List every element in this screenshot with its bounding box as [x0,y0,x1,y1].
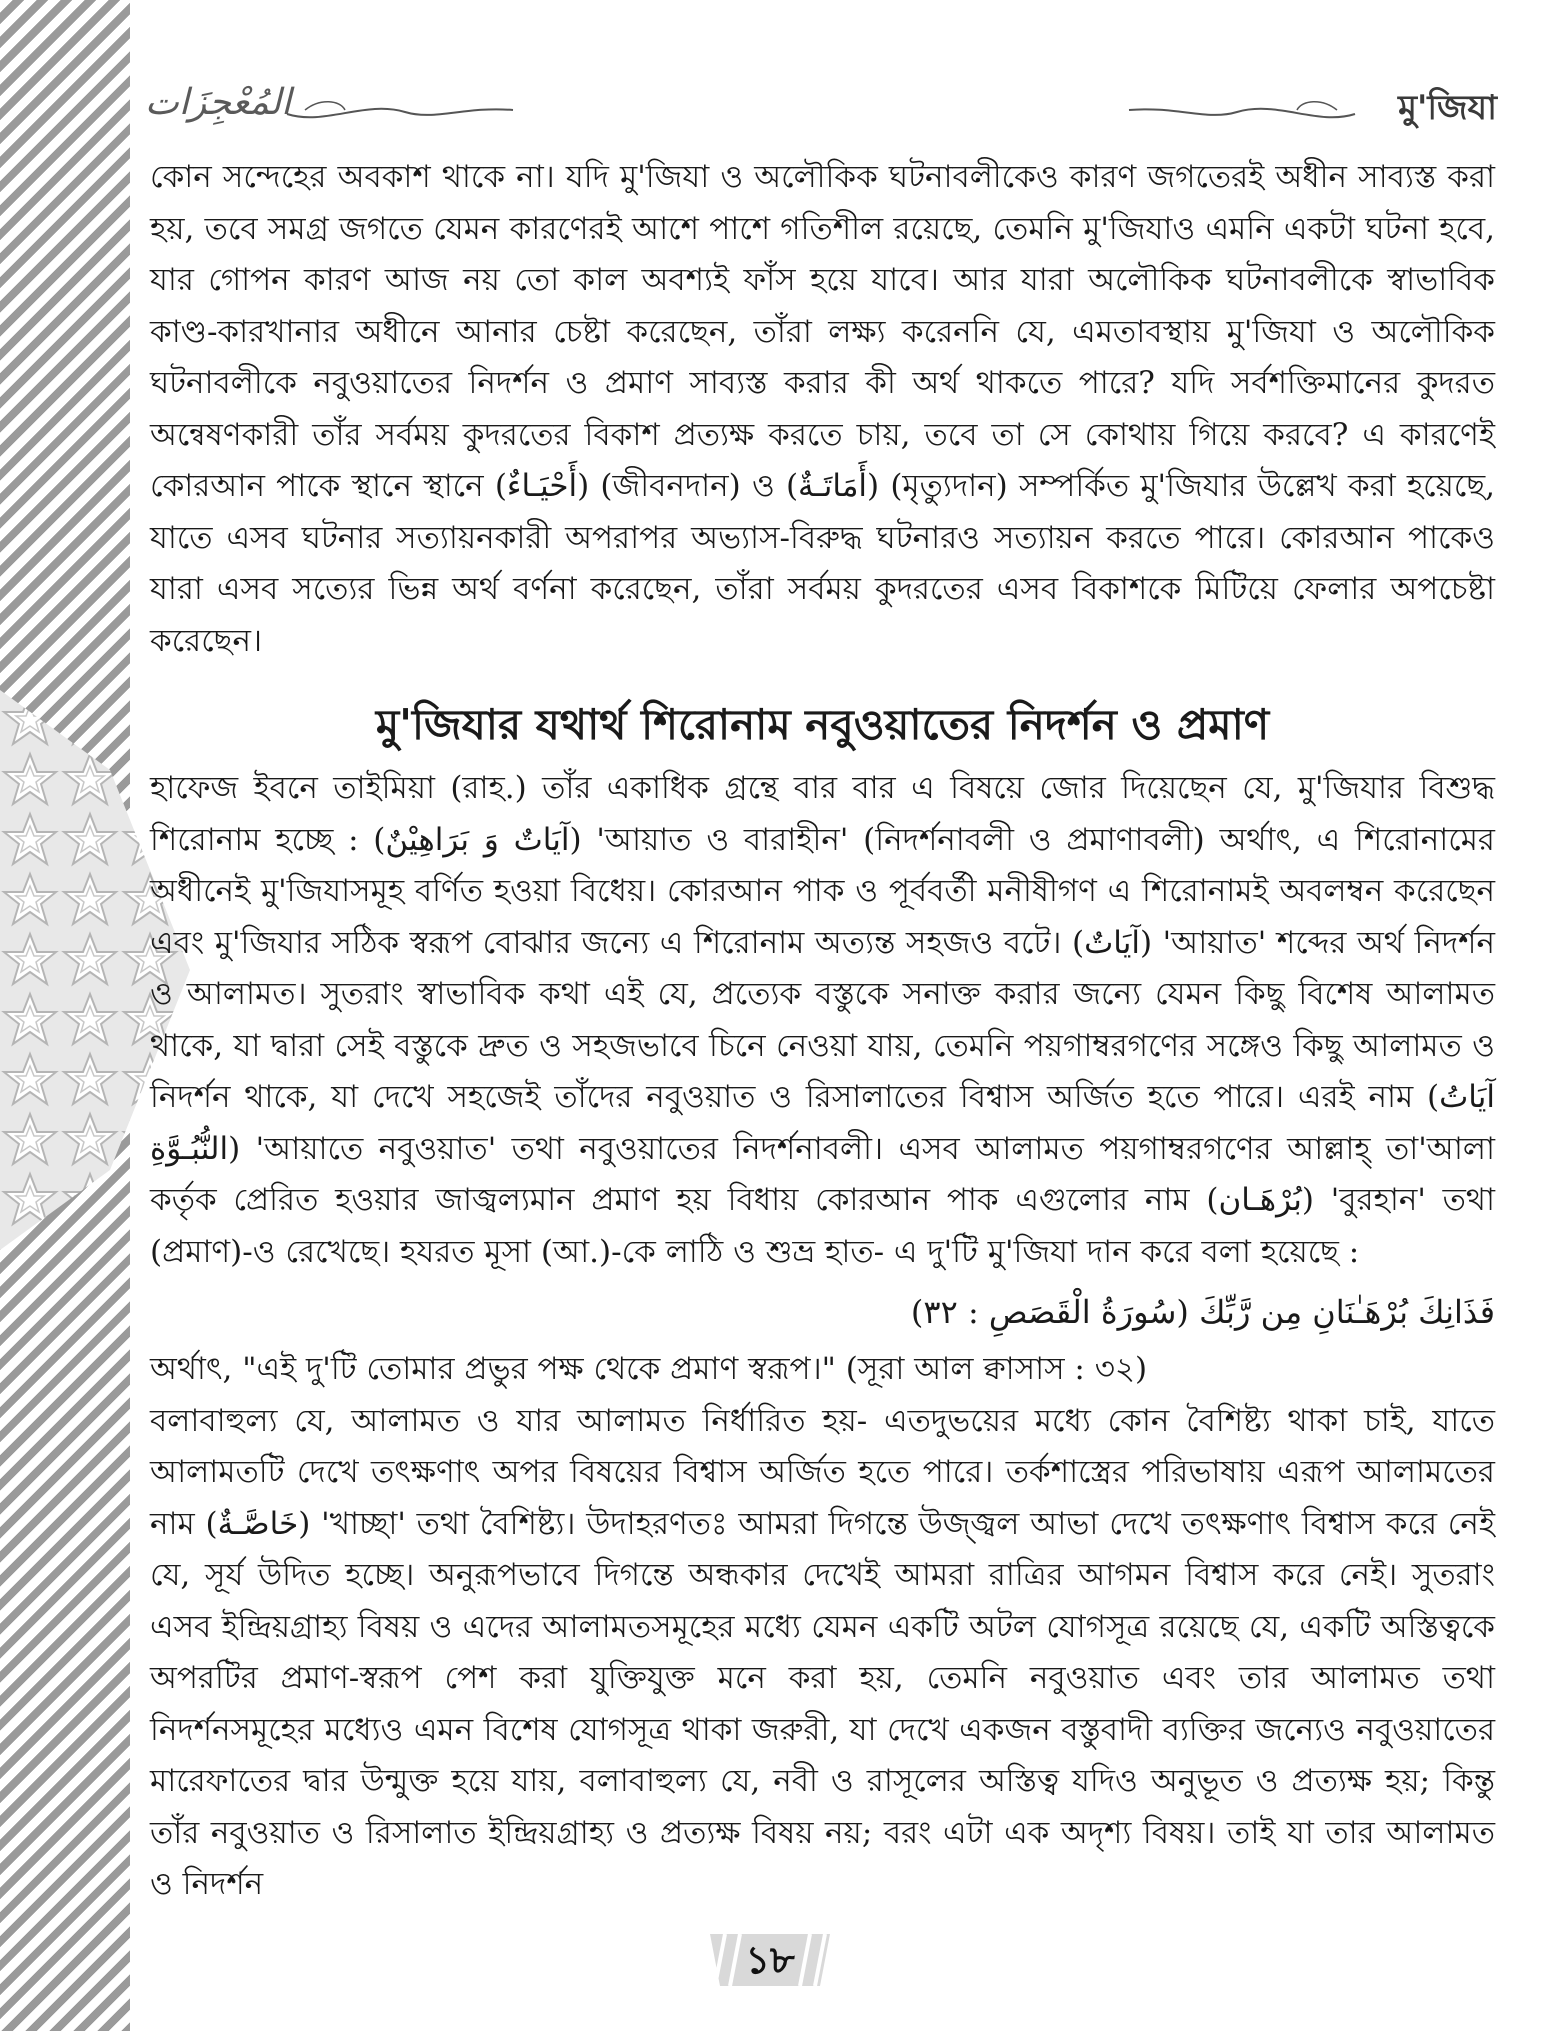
header-ornament-left-icon [285,96,515,126]
paragraph-3: বলাবাহুল্য যে, আলামত ও যার আলামত নির্ধারিত হয়- এতদুভয়ের মধ্যে কোন বৈশিষ্ট্য থাকা চাই, যাতে আলামতটি দেখে তৎক্ষণাৎ অপর বিষয়ের বিশ্বাস অর্জিত হতে পারে। তর্কশাস্ত্রের পরিভাষায় এরূপ আলামতের নাম (خَاصَّـةٌ) 'খাচ্ছা' তথা বৈশিষ্ট্য। উদাহরণতঃ আমরা দিগন্তে উজ্জ্বল আভা দেখে তৎক্ষণাৎ বিশ্বাস করে নেই যে, সূর্য উদিত হচ্ছে। অনুরূপভাবে দিগন্তে অন্ধকার দেখেই আমরা রাত্রির আগমন বিশ্বাস করে নেই। সুতরাং এসব ইন্দ্রিয়গ্রাহ্য বিষয় ও এদের আলামতসমূহের মধ্যে যেমন একটি অটল যোগসূত্র রয়েছে যে, একটি অস্তিত্বকে অপরটির প্রমাণ-স্বরূপ পেশ করা যুক্তিযুক্ত মনে করা হয়, তেমনি নবুওয়াত এবং তার আলামত তথা নিদর্শনসমূহের মধ্যেও এমন বিশেষ যোগসূত্র থাকা জরুরী, যা দেখে একজন বস্তুবাদী ব্যক্তির জন্যেও নবুওয়াতের মারেফাতের দ্বার উন্মুক্ত হয়ে যায়, বলাবাহুল্য যে, নবী ও রাসূলের অস্তিত্ব যদিও অনুভূত ও প্রত্যক্ষ হয়; কিন্তু তাঁর নবুওয়াত ও রিসালাত ইন্দ্রিয়গ্রাহ্য ও প্রত্যক্ষ বিষয় নয়; বরং এটা এক অদৃশ্য বিষয়। তাই যা তার আলামত ও নিদর্শন [150,1402,1495,1902]
ayah-translation: অর্থাৎ, "এই দু'টি তোমার প্রভুর পক্ষ থেকে প্রমাণ স্বরূপ।" (সূরা আল ক্বাসাস : ৩২) [150,1351,1148,1387]
header-bengali-title: মু'জিযা [1398,88,1497,128]
page-footer [700,1928,840,1992]
quran-ayah: فَذَانِكَ بُرْهَـٰنَانِ مِن رَّبِّكَ (سُورَةُ الْقَصَصِ : ٣٢) [910,1293,1495,1331]
page-body [150,152,1495,1911]
paragraph-1: কোন সন্দেহের অবকাশ থাকে না। যদি মু'জিযা ও অলৌকিক ঘটনাবলীকেও কারণ জগতেরই অধীন সাব্যস্ত করা হয়, তবে সমগ্র জগতে যেমন কারণেরই আশে পাশে গতিশীল রয়েছে, তেমনি মু'জিযাও এমনি একটা ঘটনা হবে, যার গোপন কারণ আজ নয় তো কাল অবশ্যই ফাঁস হয়ে যাবে। আর যারা অলৌকিক ঘটনাবলীকে স্বাভাবিক কাণ্ড-কারখানার অধীনে আনার চেষ্টা করেছেন, তাঁরা লক্ষ্য করেননি যে, এমতাবস্থায় মু'জিযা ও অলৌকিক ঘটনাবলীকে নবুওয়াতের নিদর্শন ও প্রমাণ সাব্যস্ত করার কী অর্থ থাকতে পারে? যদি সর্বশক্তিমানের কুদরত অন্বেষণকারী তাঁর সর্বময় কুদরতের বিকাশ প্রত্যক্ষ করতে চায়, তবে তা সে কোথায় গিয়ে করবে? এ কারণেই কোরআন পাকে স্থানে স্থানে (أَحْيَـاءٌ) (জীবনদান) ও (أَمَاتَـةٌ) (মৃত্যুদান) সম্পর্কিত মু'জিযার উল্লেখ করা হয়েছে, যাতে এসব ঘটনার সত্যায়নকারী অপরাপর অভ্যাস-বিরুদ্ধ ঘটনারও সত্যায়ন করতে পারে। কোরআন পাকেও যারা এসব সত্যের ভিন্ন অর্থ বর্ণনা করেছেন, তাঁরা সর্বময় কুদরতের এসব বিকাশকে মিটিয়ে ফেলার অপচেষ্টা করেছেন। [150,159,1495,659]
header-arabic-title: المُعْجِزَات [145,82,292,123]
page-number: ১৮ [745,1937,795,1982]
section-heading: মু'জিযার যথার্থ শিরোনাম নবুওয়াতের নিদর্শন ও প্রমাণ [375,700,1270,749]
header-ornament-right-icon [1127,96,1357,126]
page-header [145,82,1497,142]
paragraph-2: হাফেজ ইবনে তাইমিয়া (রাহ.) তাঁর একাধিক গ্রন্থে বার বার এ বিষয়ে জোর দিয়েছেন যে, মু'জিযার বিশুদ্ধ শিরোনাম হচ্ছে : (آيَاتٌ وَ بَرَاهِيْنٌ) 'আয়াত ও বারাহীন' (নিদর্শনাবলী ও প্রমাণাবলী) অর্থাৎ, এ শিরোনামের অধীনেই মু'জিযাসমূহ বর্ণিত হওয়া বিধেয়। কোরআন পাক ও পূর্ববর্তী মনীষীগণ এ শিরোনামই অবলম্বন করেছেন এবং মু'জিযার সঠিক স্বরূপ বোঝার জন্যে এ শিরোনাম অত্যন্ত সহজও বটে। (آيَاتٌ) 'আয়াত' শব্দের অর্থ নিদর্শন ও আলামত। সুতরাং স্বাভাবিক কথা এই যে, প্রত্যেক বস্তুকে সনাক্ত করার জন্যে যেমন কিছু বিশেষ আলামত থাকে, যা দ্বারা সেই বস্তুকে দ্রুত ও সহজভাবে চিনে নেওয়া যায়, তেমনি পয়গাম্বরগণের সঙ্গেও কিছু আলামত ও নিদর্শন থাকে, যা দেখে সহজেই তাঁদের নবুওয়াত ও রিসালাতের বিশ্বাস অর্জিত হতে পারে। এরই নাম (آيَاتُ النُّبُـوَّةِ) 'আয়াতে নবুওয়াত' তথা নবুওয়াতের নিদর্শনাবলী। এসব আলামত পয়গাম্বরগণের আল্লাহ্ তা'আলা কর্তৃক প্রেরিত হওয়ার জাজ্বল্যমান প্রমাণ হয় বিধায় কোরআন পাক এগুলোর নাম (بُرْهَـان) 'বুরহান' তথা (প্রমাণ)-ও রেখেছে। হযরত মূসা (আ.)-কে লাঠি ও শুভ্র হাত- এ দু'টি মু'জিযা দান করে বলা হয়েছে : [150,770,1495,1270]
